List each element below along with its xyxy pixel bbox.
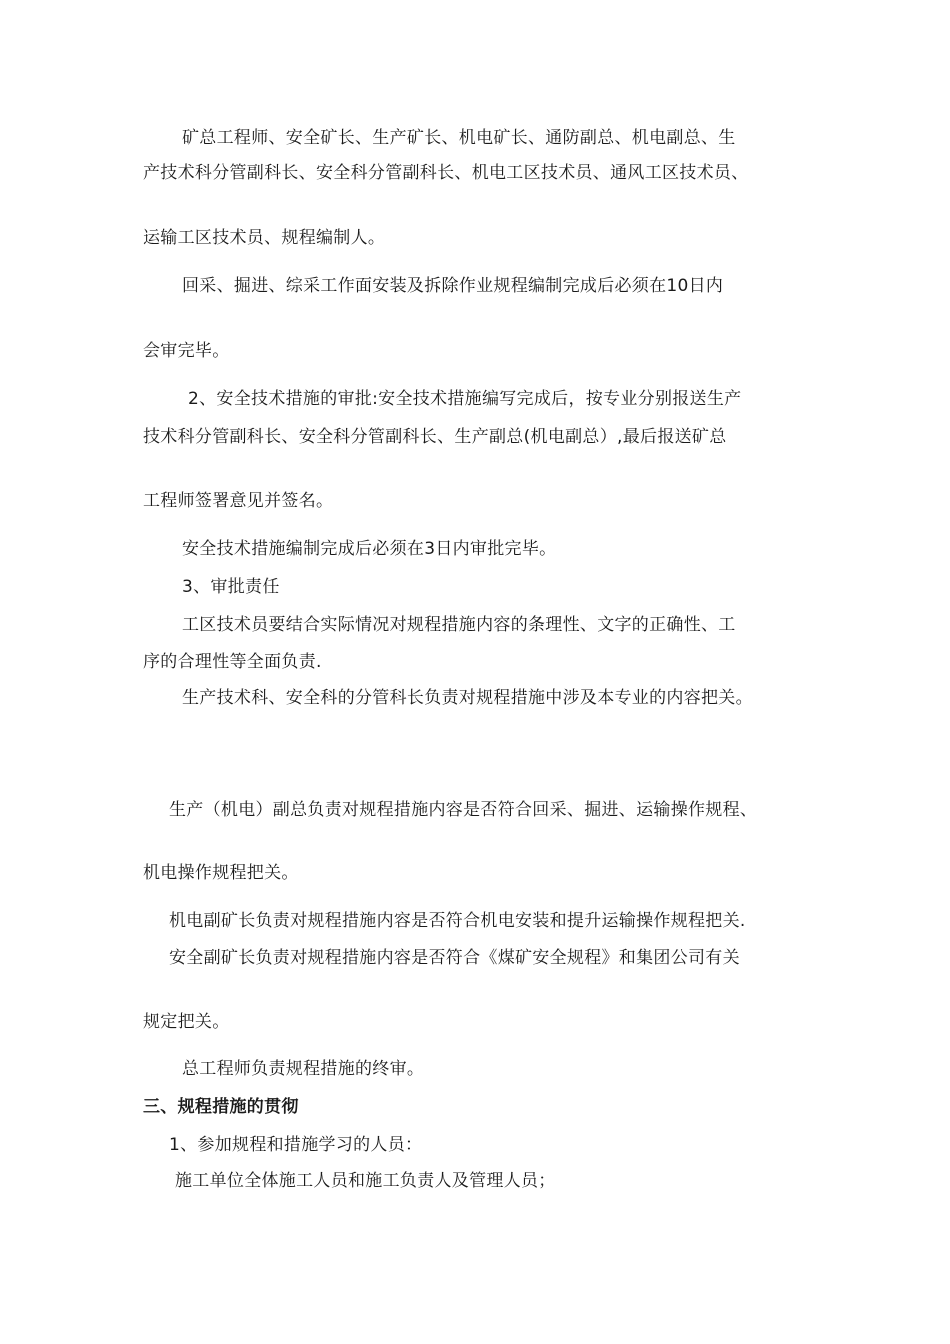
paragraph-line: 机电副矿长负责对规程措施内容是否符合机电安装和提升运输操作规程把关. <box>169 911 746 931</box>
paragraph-line: 技术科分管副科长、安全科分管副科长、生产副总(机电副总）,最后报送矿总 <box>143 427 727 447</box>
paragraph-line: 序的合理性等全面负责. <box>143 652 322 672</box>
paragraph-line: 生产技术科、安全科的分管科长负责对规程措施中涉及本专业的内容把关。 <box>182 688 753 708</box>
paragraph-line: 规定把关。 <box>143 1012 230 1032</box>
paragraph-line: 矿总工程师、安全矿长、生产矿长、机电矿长、通防副总、机电副总、生 <box>182 128 736 148</box>
paragraph-line: 生产（机电）副总负责对规程措施内容是否符合回采、掘进、运输操作规程、 <box>169 800 758 820</box>
section-heading: 3、审批责任 <box>182 577 280 597</box>
paragraph-line: 工程师签署意见并签名。 <box>143 491 334 511</box>
chapter-heading: 三、规程措施的贯彻 <box>143 1097 299 1117</box>
paragraph-line: 机电操作规程把关。 <box>143 863 299 883</box>
paragraph-line: 施工单位全体施工人员和施工负责人及管理人员； <box>175 1171 556 1191</box>
paragraph-line: 运输工区技术员、规程编制人。 <box>143 228 386 248</box>
paragraph-line: 工区技术员要结合实际情况对规程措施内容的条理性、文字的正确性、工 <box>182 615 736 635</box>
paragraph-line: 回采、掘进、综采工作面安装及拆除作业规程编制完成后必须在10日内 <box>182 276 724 296</box>
paragraph-line: 安全技术措施编制完成后必须在3日内审批完毕。 <box>182 539 557 559</box>
paragraph-line: 会审完毕。 <box>143 341 230 361</box>
paragraph-line: 2、安全技术措施的审批:安全技术措施编写完成后，按专业分别报送生产 <box>188 389 742 409</box>
paragraph-line: 安全副矿长负责对规程措施内容是否符合《煤矿安全规程》和集团公司有关 <box>169 948 740 968</box>
paragraph-line: 总工程师负责规程措施的终审。 <box>182 1059 425 1079</box>
section-heading: 1、参加规程和措施学习的人员： <box>169 1135 423 1155</box>
paragraph-line: 产技术科分管副科长、安全科分管副科长、机电工区技术员、通风工区技术员、 <box>143 163 749 183</box>
